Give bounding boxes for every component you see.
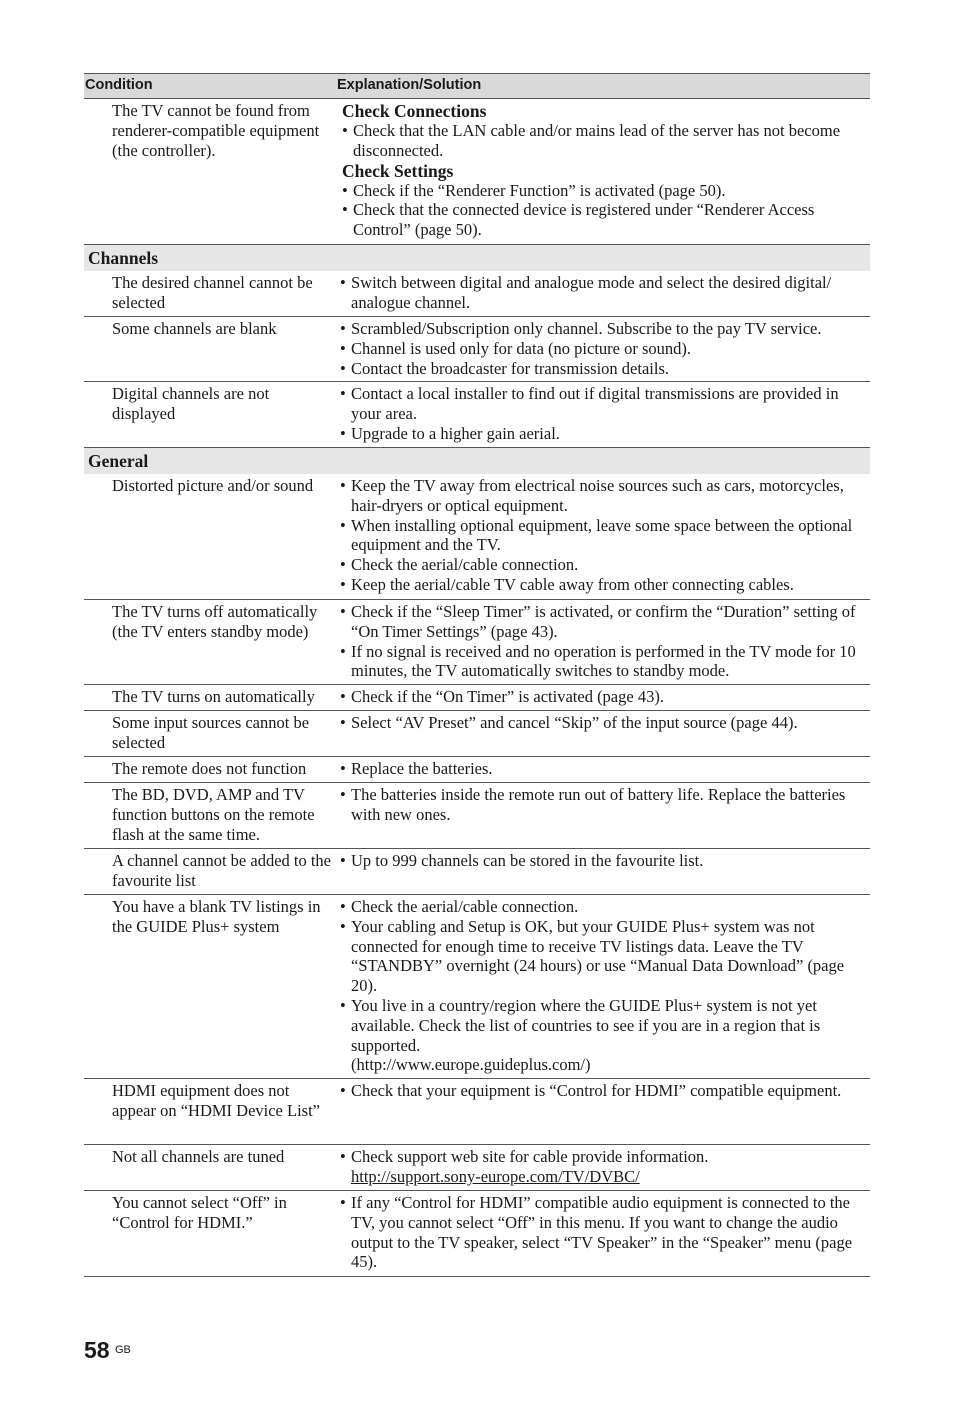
condition-cell: The BD, DVD, AMP and TV function buttons on the remote flash at the same time.: [112, 785, 315, 844]
table-row: [84, 317, 870, 382]
section-heading-channels: Channels: [84, 245, 870, 271]
bullet-item: • Check that your equipment is “Control for HDMI” compatible equipment.: [340, 1081, 842, 1100]
bullet-item: • Keep the aerial/cable TV cable away from other connecting cables.: [340, 574, 794, 594]
bullet-item: • Scrambled/Subscription only channel. Subscribe to the pay TV service.: [340, 319, 822, 338]
explanation-cell: [336, 895, 870, 1078]
bullet-item: • When installing optional equipment, leave some space between the optional equipment and the TV.: [340, 515, 853, 555]
table-row: [84, 271, 870, 317]
bullet-item: • You live in a country/region where the GUIDE Plus+ system is not yet available. Check the list of countries to see if you are in a region that is supported.: [340, 995, 821, 1055]
bullet-item: • Your cabling and Setup is OK, but your GUIDE Plus+ system was not connected for enough time to receive TV listings data. Leave the TV “STANDBY” overnight (24 hours) or use “Manual Data Download” (page 20).: [340, 916, 845, 996]
condition-cell: The remote does not function: [112, 759, 307, 778]
explanation-cell: [336, 685, 870, 710]
bullet-item: • Contact a local installer to find out if digital transmissions are provided in your area.: [340, 384, 839, 423]
bullet-item: • Upgrade to a higher gain aerial.: [340, 423, 560, 443]
section-heading-general: General: [84, 448, 870, 474]
bullet-item: • Check if the “On Timer” is activated (page 43).: [340, 687, 664, 706]
explanation-cell: [336, 1145, 870, 1190]
bullet-item: • Select “AV Preset” and cancel “Skip” of the input source (page 44).: [340, 713, 798, 732]
subheading-check-connections: Check Connections: [342, 101, 487, 121]
table-row: [84, 1079, 870, 1145]
bullet-item: • Keep the TV away from electrical noise sources such as cars, motorcycles, hair-dryers or optical equipment.: [340, 476, 844, 515]
condition-cell: The TV cannot be found from renderer-compatible equipment (the controller).: [112, 101, 320, 160]
table-row: [84, 711, 870, 757]
explanation-cell: [336, 783, 870, 848]
bullet-item: • Check that the connected device is registered under “Renderer Access Control” (page 50).: [342, 200, 815, 240]
table-row: [84, 849, 870, 895]
condition-cell: You cannot select “Off” in “Control for HDMI.”: [112, 1193, 287, 1232]
condition-cell: The TV turns off automatically (the TV enters standby mode): [112, 602, 318, 641]
explanation-cell: [336, 1079, 870, 1144]
region-code: GB: [115, 1344, 131, 1356]
table-header: [84, 73, 870, 99]
condition-cell: HDMI equipment does not appear on “HDMI Device List”: [112, 1081, 320, 1120]
condition-cell: Some input sources cannot be selected: [112, 713, 310, 752]
bullet-item: • Up to 999 channels can be stored in the favourite list.: [340, 851, 704, 870]
condition-cell: The desired channel cannot be selected: [112, 273, 313, 312]
table-row: [84, 600, 870, 685]
guideplus-url: (http://www.europe.guideplus.com/): [351, 1055, 591, 1075]
bullet-item: • The batteries inside the remote run out of battery life. Replace the batteries with new ones.: [340, 785, 846, 824]
condition-cell: Distorted picture and/or sound: [112, 476, 314, 495]
bullet-item: • Replace the batteries.: [340, 759, 493, 778]
explanation-cell: [336, 474, 870, 599]
explanation-cell: [336, 317, 870, 381]
condition-cell: Some channels are blank: [112, 319, 277, 338]
table-row: [84, 382, 870, 448]
bullet-item: • If any “Control for HDMI” compatible audio equipment is connected to the TV, you cannot select “Off” in this menu. If you want to change the audio output to the TV speaker, select “TV Speaker” in the “Speaker” menu (page 45).: [340, 1193, 853, 1272]
explanation-cell: [336, 711, 870, 756]
table-row: [84, 1145, 870, 1191]
condition-cell: A channel cannot be added to the favourite list: [112, 851, 332, 890]
explanation-cell: [336, 1191, 870, 1276]
bullet-item: • Check support web site for cable provide information.: [340, 1147, 709, 1166]
explanation-cell: [336, 382, 870, 447]
bullet-item: • Check the aerial/cable connection.: [340, 555, 579, 575]
condition-cell: Digital channels are not displayed: [112, 384, 270, 423]
bullet-item: • If no signal is received and no operation is performed in the TV mode for 10 minutes, the TV automatically switches to standby mode.: [340, 641, 856, 681]
table-row: [84, 757, 870, 783]
bullet-item: • Check that the LAN cable and/or mains lead of the server has not become disconnected.: [342, 121, 841, 160]
troubleshooting-table: [84, 73, 870, 1277]
bullet-item: • Channel is used only for data (no picture or sound).: [340, 338, 692, 358]
subheading-check-settings: Check Settings: [342, 160, 454, 181]
header-condition: Condition: [85, 77, 153, 93]
explanation-cell: [336, 849, 870, 894]
bullet-item: • Contact the broadcaster for transmission details.: [340, 358, 669, 378]
bullet-item: • Check the aerial/cable connection.: [340, 897, 579, 916]
table-row: [84, 1191, 870, 1277]
table-row: [84, 685, 870, 711]
header-explanation: Explanation/Solution: [337, 77, 482, 93]
bullet-item: • Check if the “Sleep Timer” is activated, or confirm the “Duration” setting of “On Timer Settings” (page 43).: [340, 602, 856, 641]
page-number: 58: [84, 1337, 110, 1363]
sony-support-link[interactable]: http://support.sony-europe.com/TV/DVBC/: [351, 1166, 640, 1186]
table-row: [84, 99, 870, 245]
explanation-cell: [336, 757, 870, 782]
explanation-cell: [336, 99, 870, 244]
bullet-item: • Switch between digital and analogue mode and select the desired digital/ analogue channel.: [340, 273, 832, 312]
table-row: [84, 895, 870, 1079]
explanation-cell: [336, 271, 870, 316]
condition-cell: Not all channels are tuned: [112, 1147, 285, 1166]
explanation-cell: [336, 600, 870, 684]
table-row: [84, 474, 870, 600]
condition-cell: The TV turns on automatically: [112, 687, 315, 706]
bullet-item: • Check if the “Renderer Function” is activated (page 50).: [342, 180, 726, 200]
table-row: [84, 783, 870, 849]
condition-cell: You have a blank TV listings in the GUIDE Plus+ system: [112, 897, 321, 936]
